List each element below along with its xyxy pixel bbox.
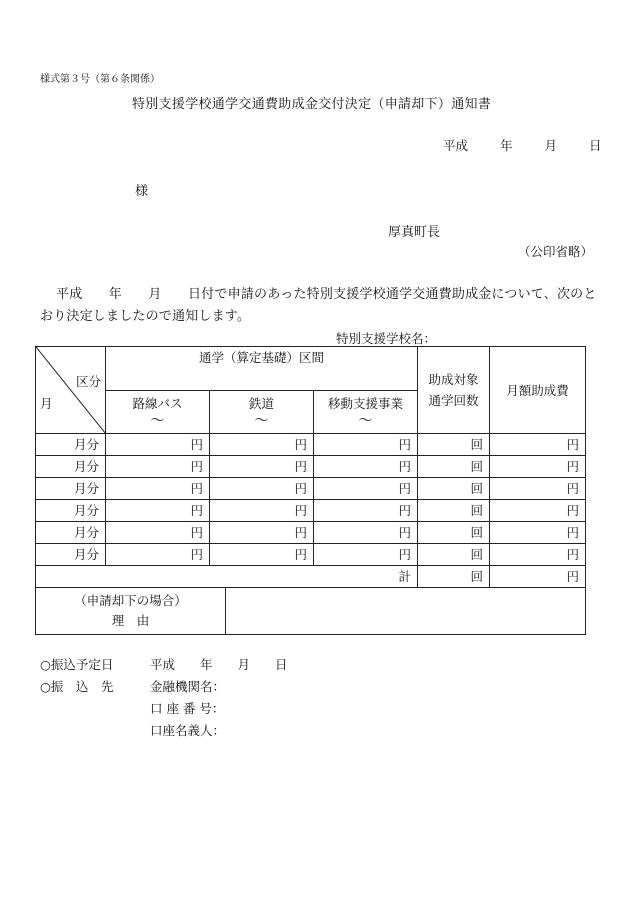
- times-cell: 回: [418, 522, 490, 544]
- month-cell: 月分: [36, 434, 106, 456]
- monthly-amount-cell: 円: [490, 434, 586, 456]
- bus-fare-cell: 円: [106, 500, 210, 522]
- support-fare-cell: 円: [314, 544, 418, 566]
- school-name-label: 特別支援学校名：: [336, 331, 437, 346]
- monthly-amount-cell: 円: [490, 522, 586, 544]
- month-cell: 月分: [36, 500, 106, 522]
- addressee-suffix: 様: [135, 184, 149, 199]
- holder-line: [40, 721, 225, 739]
- date-era: 平成: [443, 138, 469, 153]
- reason-condition: （申請却下の場合）: [74, 593, 187, 608]
- monthly-amount-cell: 円: [490, 478, 586, 500]
- payee-label: ○振 込 先: [40, 679, 114, 694]
- rail-fare-cell: 円: [210, 456, 314, 478]
- reason-field[interactable]: [226, 588, 586, 635]
- rail-fare-cell: 円: [210, 478, 314, 500]
- month-cell: 月分: [36, 522, 106, 544]
- reason-label-cell: [36, 588, 226, 635]
- bus-header-label: 路線バス: [132, 396, 183, 411]
- form-number: 様式第３号（第６条関係）: [40, 74, 160, 85]
- support-fare-cell: 円: [314, 456, 418, 478]
- transfer-date-line: [40, 655, 288, 673]
- times-header: [418, 347, 490, 434]
- section-header: 通学（算定基礎）区間: [106, 347, 418, 391]
- monthly-amount-cell: 円: [490, 500, 586, 522]
- times-cell: 回: [418, 544, 490, 566]
- support-header: [314, 391, 418, 434]
- monthly-amount-cell: 円: [490, 544, 586, 566]
- rail-tilde: 〜: [254, 413, 269, 429]
- subsidy-table: [35, 346, 586, 588]
- times-cell: 回: [418, 456, 490, 478]
- transfer-date-value: 平成 年 月 日: [150, 657, 288, 672]
- support-fare-cell: 円: [314, 522, 418, 544]
- support-fare-cell: 円: [314, 478, 418, 500]
- bus-fare-cell: 円: [106, 522, 210, 544]
- bus-fare-cell: 円: [106, 434, 210, 456]
- table-row: [36, 478, 586, 500]
- total-label: 計: [36, 566, 418, 588]
- bus-tilde: 〜: [150, 413, 165, 429]
- issuer: 厚真町長: [388, 225, 441, 240]
- times-header-line2: 通学回数: [428, 393, 479, 408]
- payee-line: [40, 677, 225, 695]
- times-cell: 回: [418, 478, 490, 500]
- transfer-date-label: ○振込予定日: [40, 657, 114, 672]
- month-cell: 月分: [36, 478, 106, 500]
- monthly-amount-header: 月額助成費: [490, 347, 586, 434]
- bus-fare-cell: 円: [106, 456, 210, 478]
- times-cell: 回: [418, 434, 490, 456]
- date-year-label: 年: [500, 138, 513, 153]
- table-row: [36, 434, 586, 456]
- account-number-label: 口 座 番 号：: [150, 701, 225, 716]
- monthly-amount-cell: 円: [490, 456, 586, 478]
- account-line: [40, 699, 224, 717]
- table-row: [36, 500, 586, 522]
- support-tilde: 〜: [358, 413, 373, 429]
- bus-fare-cell: 円: [106, 478, 210, 500]
- reason-title: 理 由: [111, 613, 150, 628]
- table-row: [36, 544, 586, 566]
- reason-table: [35, 587, 586, 635]
- times-header-line1: 助成対象: [428, 372, 479, 387]
- bank-label: 金融機関名：: [150, 679, 226, 694]
- support-fare-cell: 円: [314, 500, 418, 522]
- table-row: [36, 456, 586, 478]
- rail-fare-cell: 円: [210, 500, 314, 522]
- issue-date: [443, 136, 602, 154]
- document-title: 特別支援学校通学交通費助成金交付決定（申請却下）通知書: [132, 97, 492, 112]
- rail-fare-cell: 円: [210, 434, 314, 456]
- corner-month-label: 月: [40, 396, 53, 411]
- support-fare-cell: 円: [314, 434, 418, 456]
- rail-fare-cell: 円: [210, 522, 314, 544]
- total-times: 回: [418, 566, 490, 588]
- account-holder-label: 口座名義人：: [150, 723, 226, 738]
- seal-note: （公印省略）: [518, 244, 594, 259]
- rail-header: [210, 391, 314, 434]
- body-text: 平成 年 月 日付で申請のあった特別支援学校通学交通費助成金について、次のとおり決定しましたので通知します。: [40, 287, 597, 324]
- support-header-label: 移動支援事業: [328, 396, 404, 411]
- month-cell: 月分: [36, 456, 106, 478]
- table-body: [36, 434, 586, 566]
- rail-header-label: 鉄道: [248, 396, 274, 411]
- date-day-label: 日: [589, 138, 602, 153]
- bus-fare-cell: 円: [106, 544, 210, 566]
- times-cell: 回: [418, 500, 490, 522]
- date-month-label: 月: [544, 138, 558, 153]
- corner-header-cell: [36, 347, 106, 434]
- month-cell: 月分: [36, 544, 106, 566]
- total-amount: 円: [490, 566, 586, 588]
- table-row: [36, 522, 586, 544]
- bus-header: [106, 391, 210, 434]
- corner-category-label: 区分: [75, 374, 101, 389]
- rail-fare-cell: 円: [210, 544, 314, 566]
